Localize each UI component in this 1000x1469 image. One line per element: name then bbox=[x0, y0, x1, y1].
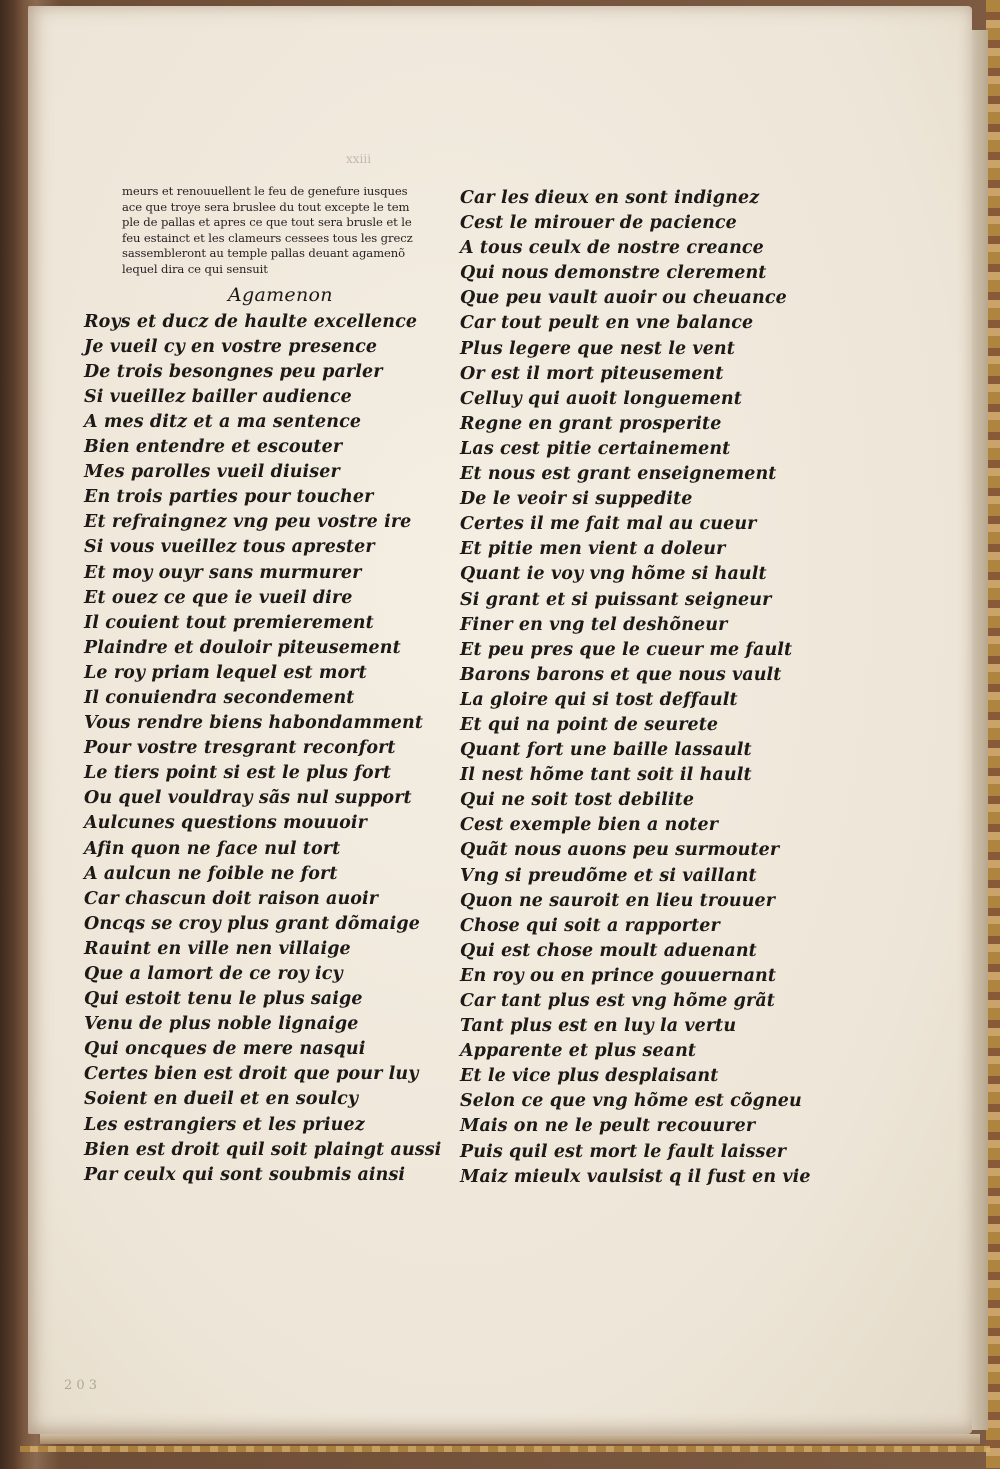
verse-line: Il nest hõme tant soit il hault bbox=[460, 765, 752, 786]
verse-line: Quant fort une baille lassault bbox=[460, 740, 752, 761]
verse-line: Le roy priam lequel est mort bbox=[84, 662, 367, 683]
verse-line: A aulcun ne foible ne fort bbox=[84, 863, 338, 884]
stage-direction bbox=[122, 184, 444, 278]
speaker-heading: Agamenon bbox=[228, 283, 333, 306]
verse-line: Que peu vault auoir ou cheuance bbox=[460, 288, 787, 309]
verse-line: Qui oncques de mere nasqui bbox=[84, 1039, 366, 1060]
verse-line: Et refraingnez vng peu vostre ire bbox=[84, 512, 412, 533]
verse-line: Le tiers point si est le plus fort bbox=[84, 763, 392, 784]
gilt-bottom-edge bbox=[20, 1446, 990, 1452]
verse-line: Quant ie voy vng hõme si hault bbox=[460, 564, 767, 585]
verse-line: Et nous est grant enseignement bbox=[460, 464, 777, 485]
verse-line: Car chascun doit raison auoir bbox=[84, 888, 379, 909]
verse-line: Cest le mirouer de pacience bbox=[460, 213, 737, 234]
verse-line: De le veoir si suppedite bbox=[460, 489, 693, 510]
verse-line: Rauint en ville nen villaige bbox=[84, 938, 351, 959]
verse-line: Qui est chose moult aduenant bbox=[460, 940, 757, 961]
verse-line: Que a lamort de ce roy icy bbox=[84, 964, 343, 984]
prose-line: ace que troye sera bruslee du tout excepte le tem bbox=[122, 199, 410, 214]
verse-line: Et moy ouyr sans murmurer bbox=[84, 562, 362, 583]
verse-line: Et ouez ce que ie vueil dire bbox=[84, 587, 353, 608]
verse-line: Pour vostre tresgrant reconfort bbox=[84, 738, 396, 759]
verse-line: Cest exemple bien a noter bbox=[460, 815, 719, 836]
verse-line: Je vueil cy en vostre presence bbox=[84, 336, 378, 357]
verse-line: A mes ditz et a ma sentence bbox=[84, 411, 362, 432]
verse-line: A tous ceulx de nostre creance bbox=[460, 238, 764, 259]
verse-line: Car les dieux en sont indignez bbox=[460, 188, 760, 208]
verse-line: Mes parolles vueil diuiser bbox=[84, 462, 340, 483]
verse-line: Or est il mort piteusement bbox=[460, 363, 724, 384]
verse-line: Certes il me fait mal au cueur bbox=[460, 514, 757, 535]
verse-line: Mais on ne le peult recouurer bbox=[460, 1116, 756, 1137]
verse-line: Roys et ducz de haulte excellence bbox=[84, 311, 418, 332]
folio-mark: xxiii bbox=[346, 152, 372, 166]
prose-line: lequel dira ce qui sensuit bbox=[122, 261, 268, 276]
verse-line: Car tant plus est vng hõme grãt bbox=[460, 991, 775, 1011]
verse-line: Apparente et plus seant bbox=[460, 1041, 697, 1062]
verse-line: Aulcunes questions mouuoir bbox=[84, 813, 367, 834]
verse-line: Si vous vueillez tous aprester bbox=[84, 537, 375, 558]
verse-line: Finer en vng tel deshõneur bbox=[460, 614, 728, 635]
verse-line: Barons barons et que nous vault bbox=[460, 664, 782, 685]
verse-line: La gloire qui si tost deffault bbox=[460, 689, 738, 710]
prose-line: feu estainct et les clameurs cessees tous les grecz bbox=[122, 230, 413, 245]
verse-line: Il couient tout premierement bbox=[84, 612, 374, 633]
verse-line: Qui estoit tenu le plus saige bbox=[84, 989, 363, 1010]
verse-line: Bien est droit quil soit plaingt aussi bbox=[84, 1139, 442, 1160]
verse-line: Car tout peult en vne balance bbox=[460, 313, 754, 334]
verse-line: Las cest pitie certainement bbox=[460, 438, 731, 459]
verse-line: Il conuiendra secondement bbox=[84, 687, 355, 708]
verse-line: En roy ou en prince gouuernant bbox=[460, 965, 777, 986]
gilt-fore-edge bbox=[986, 0, 1000, 1469]
verse-line: Et qui na point de seurete bbox=[460, 714, 719, 735]
left-verse-block bbox=[84, 310, 444, 1188]
left-column bbox=[84, 184, 444, 1188]
verse-line: Vng si preudõme et si vaillant bbox=[460, 865, 757, 886]
verse-line: Afin quon ne face nul tort bbox=[84, 838, 341, 859]
verse-line: Selon ce que vng hõme est cõgneu bbox=[460, 1091, 802, 1112]
verse-line: Puis quil est mort le fault laisser bbox=[460, 1141, 787, 1162]
verse-line: Plaindre et douloir piteusement bbox=[84, 637, 401, 658]
verse-line: Si vueillez bailler audience bbox=[84, 386, 352, 407]
verse-line: Soient en dueil et en soulcy bbox=[84, 1089, 359, 1110]
verse-line: Et le vice plus desplaisant bbox=[460, 1066, 719, 1087]
verse-line: Oncqs se croy plus grant dõmaige bbox=[84, 913, 420, 934]
verse-line: Qui nous demonstre clerement bbox=[460, 263, 767, 284]
verse-line: Maiz mieulx vaulsist q il fust en vie bbox=[460, 1166, 811, 1187]
verse-line: Les estrangiers et les priuez bbox=[84, 1114, 365, 1135]
verse-line: Certes bien est droit que pour luy bbox=[84, 1064, 419, 1085]
verse-line: En trois parties pour toucher bbox=[84, 487, 374, 508]
verse-line: Quãt nous auons peu surmouter bbox=[460, 840, 780, 861]
verse-line: Et pitie men vient a doleur bbox=[460, 539, 726, 560]
verse-line: Celluy qui auoit longuement bbox=[460, 388, 742, 409]
verse-line: Chose qui soit a rapporter bbox=[460, 915, 720, 936]
right-verse-block bbox=[460, 186, 840, 1190]
verse-line: Et peu pres que le cueur me fault bbox=[460, 639, 793, 660]
prose-line: sassembleront au temple pallas deuant agamenõ bbox=[122, 246, 406, 261]
right-column bbox=[460, 186, 840, 1190]
page-bottom-edge bbox=[40, 1434, 980, 1444]
verse-line: De trois besongnes peu parler bbox=[84, 361, 383, 382]
verse-line: Tant plus est en luy la vertu bbox=[460, 1016, 737, 1037]
prose-line: ple de pallas et apres ce que tout sera brusle et le bbox=[122, 215, 412, 230]
verse-line: Regne en grant prosperite bbox=[460, 413, 722, 434]
verse-line: Si grant et si puissant seigneur bbox=[460, 589, 772, 610]
verse-line: Par ceulx qui sont soubmis ainsi bbox=[84, 1164, 406, 1185]
signature-mark: 2 0 3 bbox=[64, 1378, 98, 1393]
verse-line: Qui ne soit tost debilite bbox=[460, 790, 695, 811]
verse-line: Plus legere que nest le vent bbox=[460, 338, 735, 359]
verse-line: Bien entendre et escouter bbox=[84, 437, 343, 458]
prose-line: meurs et renouuellent le feu de genefure iusques bbox=[122, 184, 408, 198]
verse-line: Venu de plus noble lignaige bbox=[84, 1014, 359, 1035]
verse-line: Ou quel vouldray sãs nul support bbox=[84, 788, 412, 809]
verse-line: Quon ne sauroit en lieu trouuer bbox=[460, 890, 776, 911]
verse-line: Vous rendre biens habondamment bbox=[84, 713, 424, 734]
